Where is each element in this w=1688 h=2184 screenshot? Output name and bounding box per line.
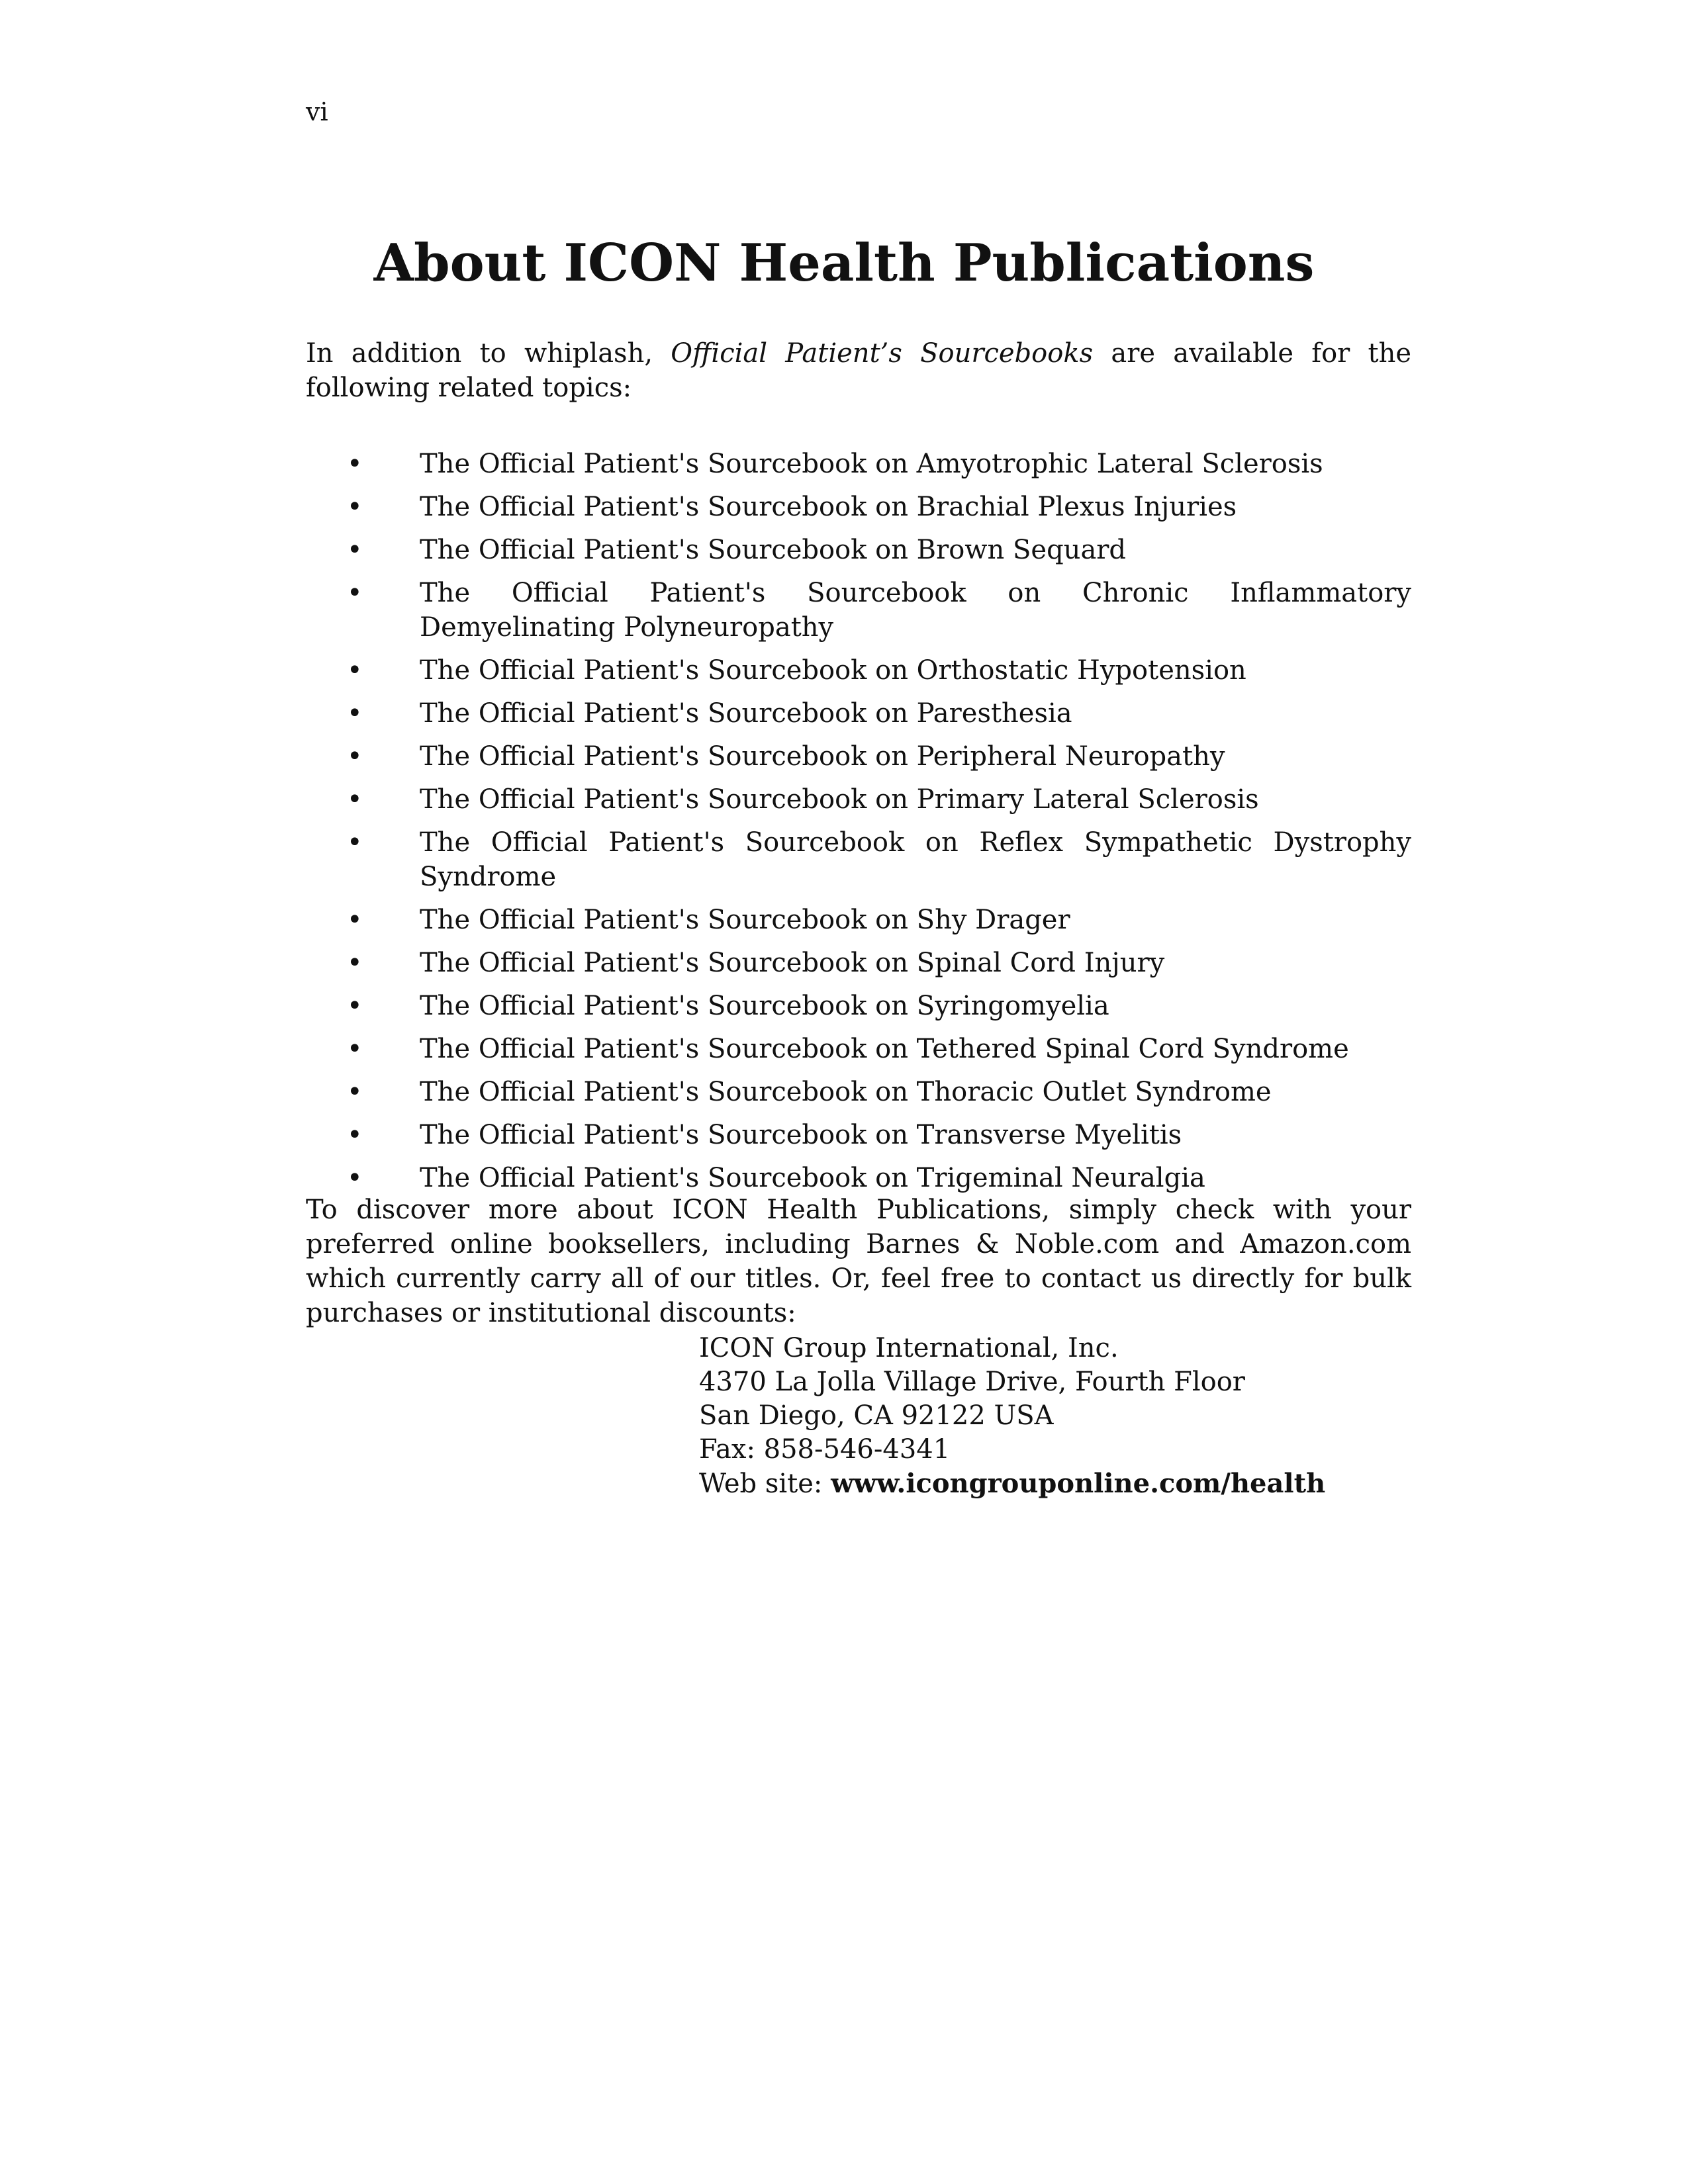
bullet-icon: •: [347, 1077, 363, 1107]
list-item-text: The Official Patient's Sourcebook on Orthostatic Hypotension: [420, 655, 1246, 686]
list-item-text: The Official Patient's Sourcebook on Brachial Plexus Injuries: [420, 492, 1237, 522]
intro-text-before: In addition to whiplash,: [306, 338, 653, 369]
bullet-icon: •: [347, 698, 363, 729]
list-item: [306, 1161, 1411, 1195]
list-item-text: The Official Patient's Sourcebook on Amyotrophic Lateral Sclerosis: [420, 449, 1323, 479]
list-item-text: The Official Patient's Sourcebook on Reflex Sympathetic Dystrophy Syndrome: [420, 827, 1411, 892]
list-item: [306, 903, 1411, 937]
intro-italic-title: Official Patient’s Sourcebooks: [671, 338, 1094, 369]
list-item: [306, 576, 1411, 645]
list-item-text: The Official Patient's Sourcebook on Tethered Spinal Cord Syndrome: [420, 1034, 1349, 1064]
list-item: [306, 989, 1411, 1023]
list-item-text: The Official Patient's Sourcebook on Trigeminal Neuralgia: [420, 1163, 1205, 1193]
sourcebook-list: [306, 447, 1411, 1204]
page-number: vi: [306, 97, 328, 126]
bullet-icon: •: [347, 905, 363, 935]
bullet-icon: •: [347, 1163, 363, 1193]
list-item: [306, 1075, 1411, 1109]
list-item: [306, 825, 1411, 894]
list-item-text: The Official Patient's Sourcebook on Shy Drager: [420, 905, 1070, 935]
list-item-text: The Official Patient's Sourcebook on Spinal Cord Injury: [420, 948, 1165, 978]
page-title: About ICON Health Publications: [373, 233, 1315, 293]
list-item: [306, 946, 1411, 980]
closing-paragraph: To discover more about ICON Health Publications, simply check with your preferred online booksellers, including Barnes & Noble.com and Amazon.com which currently carry all of our titles. Or, feel free to contact us directly for bulk purchases or institutional discounts:: [306, 1195, 1411, 1328]
list-item-text: The Official Patient's Sourcebook on Paresthesia: [420, 698, 1072, 729]
website-label: Web site:: [699, 1469, 823, 1499]
bullet-icon: •: [347, 535, 363, 565]
list-item-text: The Official Patient's Sourcebook on Primary Lateral Sclerosis: [420, 784, 1259, 815]
list-item: [306, 447, 1411, 481]
list-item-text: The Official Patient's Sourcebook on Brown Sequard: [420, 535, 1127, 565]
bullet-icon: •: [347, 741, 363, 772]
list-item-text: The Official Patient's Sourcebook on Transverse Myelitis: [420, 1120, 1182, 1150]
list-item-text: The Official Patient's Sourcebook on Chronic Inflammatory Demyelinating Polyneuropathy: [420, 578, 1411, 643]
list-item-text: The Official Patient's Sourcebook on Peripheral Neuropathy: [420, 741, 1225, 772]
bullet-icon: •: [347, 578, 363, 608]
list-item: [306, 490, 1411, 524]
bullet-icon: •: [347, 827, 363, 858]
bullet-icon: •: [347, 492, 363, 522]
website-link[interactable]: www.icongrouponline.com/health: [831, 1468, 1326, 1499]
company-name: ICON Group International, Inc.: [699, 1333, 1119, 1363]
list-item: [306, 1032, 1411, 1066]
city-line: San Diego, CA 92122 USA: [699, 1400, 1054, 1431]
bullet-icon: •: [347, 991, 363, 1021]
intro-text-after: are available for the following related topics:: [306, 338, 1412, 403]
intro-paragraph: [306, 336, 1411, 405]
list-item: [306, 533, 1411, 567]
bullet-icon: •: [347, 784, 363, 815]
bullet-icon: •: [347, 948, 363, 978]
list-item: [306, 696, 1411, 731]
website-line: [699, 1467, 1325, 1501]
bullet-icon: •: [347, 1120, 363, 1150]
contact-address: [699, 1332, 1325, 1501]
list-item: [306, 739, 1411, 774]
list-item: [306, 782, 1411, 817]
fax-number: Fax: 858-546-4341: [699, 1434, 951, 1465]
list-item: [306, 653, 1411, 688]
bullet-icon: •: [347, 1034, 363, 1064]
bullet-icon: •: [347, 655, 363, 686]
bullet-icon: •: [347, 449, 363, 479]
list-item: [306, 1118, 1411, 1152]
list-item-text: The Official Patient's Sourcebook on Syringomyelia: [420, 991, 1109, 1021]
street-address: 4370 La Jolla Village Drive, Fourth Floor: [699, 1367, 1245, 1397]
list-item-text: The Official Patient's Sourcebook on Thoracic Outlet Syndrome: [420, 1077, 1272, 1107]
